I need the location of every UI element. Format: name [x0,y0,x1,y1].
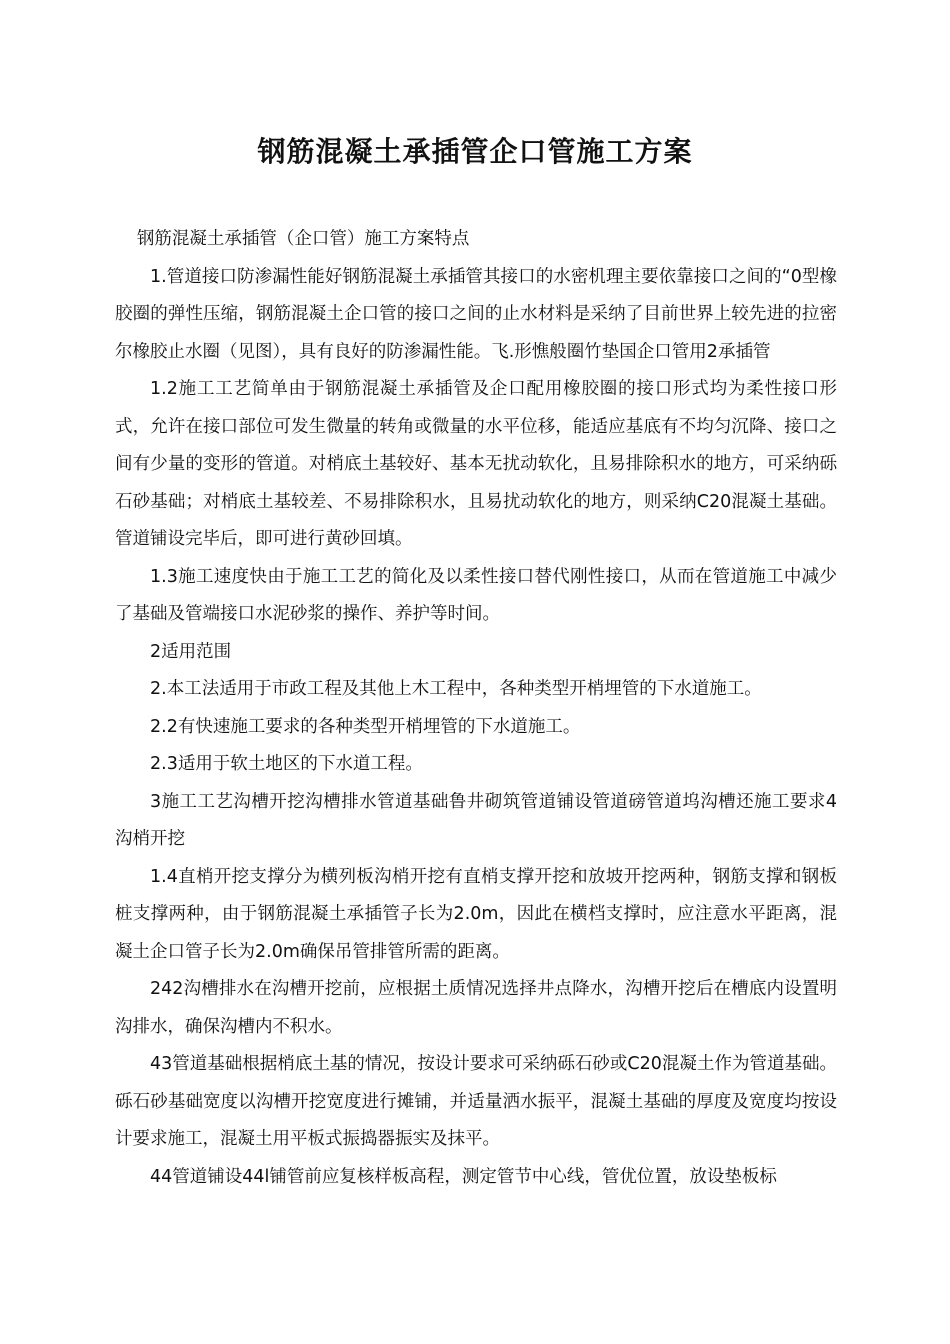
paragraph-intro: 钢筋混凝土承插管（企口管）施工方案特点 [136,229,470,249]
document-title: 钢筋混凝土承插管企口管施工方案 [257,135,693,168]
paragraph: 1.2施工工艺简单由于钢筋混凝土承插管及企口配用橡胶圈的接口形式均为柔性接口形式，允许在接口部位可发生微量的转角或微量的水平位移，能适应基底有不均匀沉降、接口之间有少量的变形的管道。对梢底土基较好、基本无扰动软化，且易排除积水的地方，可采纳砾石砂基础；对梢底土基较差、不易排除积水，且易扰动软化的地方，则采纳C20混凝土基础。管道铺设完毕后，即可进行黄砂回填。 [115,379,837,549]
paragraph: 2.2有快速施工要求的各种类型开梢埋管的下水道施工。 [150,716,581,737]
paragraph: 2.本工法适用于市政工程及其他上木工程中，各种类型开梢埋管的下水道施工。 [150,679,762,699]
paragraph: 242沟槽排水在沟槽开挖前，应根据土质情况选择井点降水，沟槽开挖后在槽底内设置明沟排水，确保沟槽内不积水。 [115,979,837,1037]
paragraph: 1.管道接口防渗漏性能好钢筋混凝土承插管其接口的水密机理主要依靠接口之间的“0型橡胶圈的弹性压缩，钢筋混凝土企口管的接口之间的止水材料是采纳了目前世界上较先进的拉密尔橡胶止水圈（见图），具有良好的防渗漏性能。飞.形憔般圈竹垫国企口管用2承插管 [115,266,837,362]
paragraph: 1.3施工速度快由于施工工艺的简化及以柔性接口替代刚性接口，从而在管道施工中减少了基础及管端接口水泥砂浆的操作、养护等时间。 [115,566,837,624]
paragraph: 2.3适用于软土地区的下水道工程。 [150,754,423,774]
paragraph: 3施工工艺沟槽开挖沟槽排水管道基础鲁井砌筑管道铺设管道磅管道坞沟槽还施工要求4沟梢开挖 [115,791,837,849]
paragraph: 43管道基础根据梢底土基的情况，按设计要求可采纳砾石砂或C20混凝土作为管道基础。砾石砂基础宽度以沟槽开挖宽度进行摊铺，并适量洒水振平，混凝土基础的厚度及宽度均按设计要求施工，混凝土用平板式振捣器振实及抹平。 [115,1054,837,1149]
document-body [115,221,837,1196]
paragraph: 1.4直梢开挖支撑分为横列板沟梢开挖有直梢支撑开挖和放坡开挖两种，钢筋支撑和钢板桩支撑两种，由于钢筋混凝土承插管子长为2.0m，因此在横档支撑时，应注意水平距离，混凝土企口管子长为2.0m确保吊管排管所需的距离。 [115,866,838,962]
paragraph-heading: 2适用范围 [150,641,232,662]
paragraph: 44管道铺设44l铺管前应复核样板高程，测定管节中心线，管优位置，放设垫板标 [150,1166,777,1187]
